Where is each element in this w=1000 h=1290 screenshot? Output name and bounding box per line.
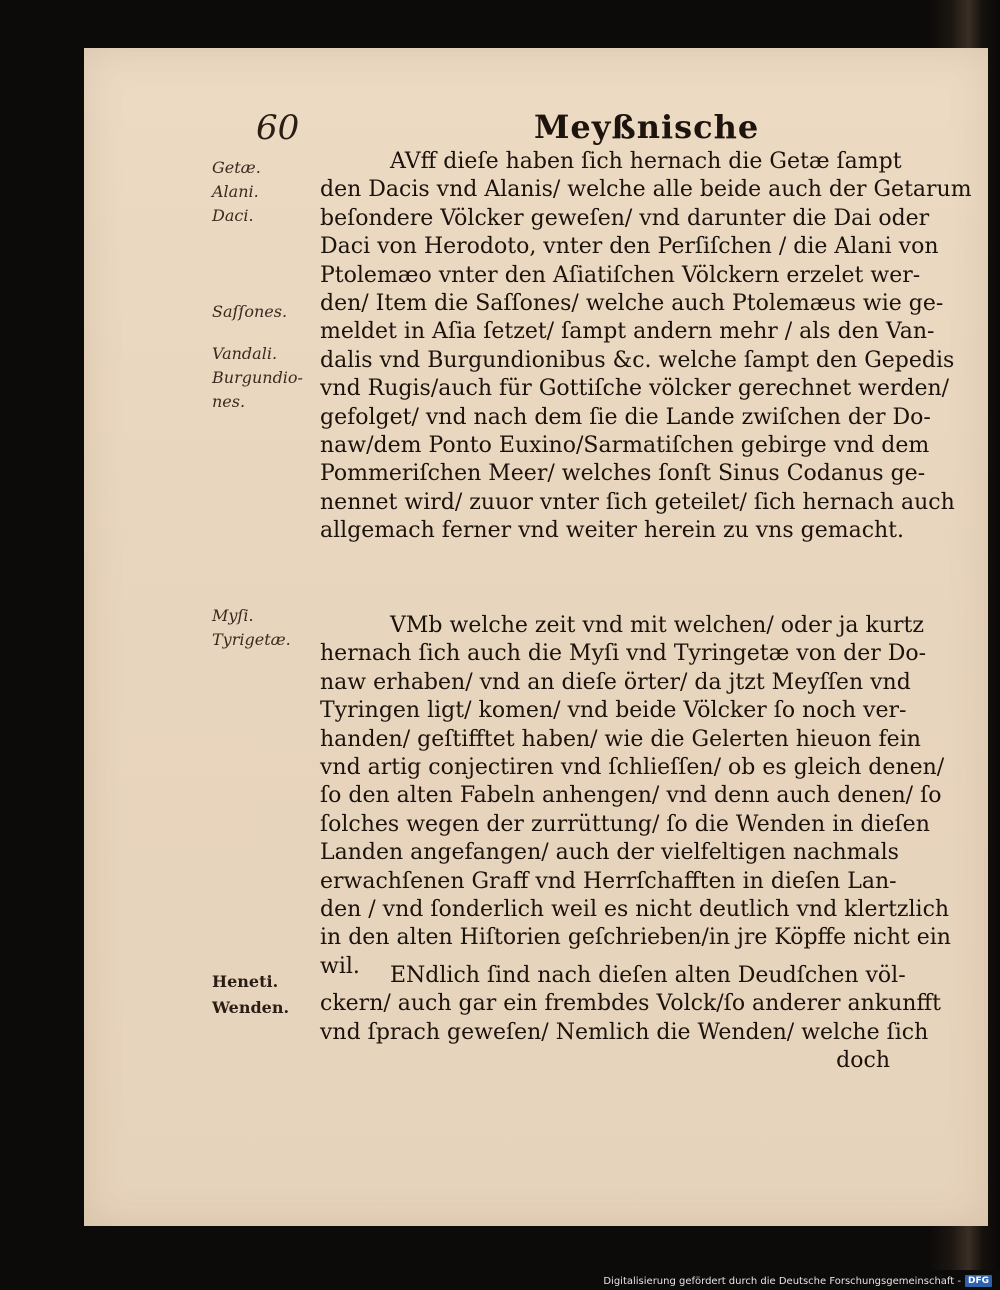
text-line: dalis vnd Burgundionibus &c. welche ſampt den Gepedis <box>320 347 955 373</box>
text-line: Tyringen ligt/ komen/ vnd beide Völcker ſo noch ver- <box>320 698 907 724</box>
text-line: in den alten Hiſtorien geſchrieben/in jre Köpffe nicht ein <box>320 925 951 951</box>
text-line: Daci von Herodoto, vnter den Perſiſchen / die Alani von <box>320 234 939 260</box>
text-line: AVff dieſe haben ſich hernach die Getæ ſampt <box>390 149 902 174</box>
margin-note: Vandali. <box>212 344 278 363</box>
text-line: vnd Rugis/auch für Gottiſche völcker gerechnet werden/ <box>320 376 950 402</box>
footer-text: Digitalisierung gefördert durch die Deutsche Forschungsgemeinschaft - <box>603 1275 961 1287</box>
text-line: ENdlich ſind nach dieſen alten Deudſchen völ- <box>390 963 906 988</box>
text-line: erwachſenen Graff vnd Herrſchafften in dieſen Lan- <box>320 868 897 894</box>
text-line: gefolget/ vnd nach dem ſie die Lande zwiſchen der Do- <box>320 404 931 430</box>
text-line: Landen angefangen/ auch der vielfeltigen nachmals <box>320 840 899 866</box>
text-line: doch <box>836 1048 890 1074</box>
footer-credit <box>603 1272 992 1290</box>
text-line: allgemach ferner vnd weiter herein zu vns gemacht. <box>320 518 905 544</box>
dfg-logo: DFG <box>965 1275 992 1287</box>
text-line: naw erhaben/ vnd an dieſe örter/ da jtzt Meyſſen vnd <box>320 669 911 695</box>
text-line: den / vnd ſonderlich weil es nicht deutlich vnd klertzlich <box>320 897 950 922</box>
text-line: naw/dem Ponto Euxino/Sarmatiſchen gebirge vnd dem <box>320 433 930 458</box>
margin-note: Saſſones. <box>212 302 288 321</box>
margin-note: Getæ. <box>212 158 261 177</box>
margin-note: Daci. <box>212 206 254 225</box>
margin-note: Heneti. <box>212 972 279 991</box>
text-line: den/ Item die Saſſones/ welche auch Ptolemæus wie ge- <box>320 291 944 316</box>
margin-note: Wenden. <box>212 998 290 1017</box>
margin-note: Myſi. <box>212 606 254 625</box>
text-line: vnd ſprach geweſen/ Nemlich die Wenden/ welche ſich <box>320 1019 929 1045</box>
text-line: ſo den alten Fabeln anhengen/ vnd denn auch denen/ ſo <box>320 783 942 809</box>
text-line: hernach ſich auch die Myſi vnd Tyringetæ von der Do- <box>320 641 927 667</box>
text-line: vnd artig conjectiren vnd ſchlieſſen/ ob es gleich denen/ <box>320 755 945 780</box>
margin-note: Tyrigetæ. <box>212 630 291 649</box>
text-line: handen/ geſtifftet haben/ wie die Gelerten hieuon fein <box>320 726 921 752</box>
margin-note: Burgundio- <box>212 368 303 387</box>
margin-note: nes. <box>212 392 246 411</box>
text-line: nennet wird/ zuuor vnter ſich geteilet/ ſich hernach auch <box>320 489 955 515</box>
running-head: Meyßnische <box>534 108 760 146</box>
text-line: beſondere Völcker geweſen/ vnd darunter die Dai oder <box>320 205 930 231</box>
text-line: wil. <box>320 953 360 979</box>
text-line: VMb welche zeit vnd mit welchen/ oder ja kurtz <box>390 613 924 638</box>
text-line: ckern/ auch gar ein frembdes Volck/ſo anderer ankunfft <box>320 991 941 1017</box>
text-line: ſolches wegen der zurrüttung/ ſo die Wenden in dieſen <box>320 811 930 837</box>
text-line: Pommeriſchen Meer/ welches ſonſt Sinus Codanus ge- <box>320 461 926 487</box>
book-page <box>84 48 988 1226</box>
text-line: meldet in Aſia ſetzet/ ſampt andern mehr / als den Van- <box>320 319 935 345</box>
margin-note: Alani. <box>212 182 259 201</box>
text-line: Ptolemæo vnter den Aſiatiſchen Völckern erzelet wer- <box>320 262 921 288</box>
text-line: den Dacis vnd Alanis/ welche alle beide auch der Getarum <box>320 177 972 203</box>
page-number: 60 <box>256 108 300 148</box>
